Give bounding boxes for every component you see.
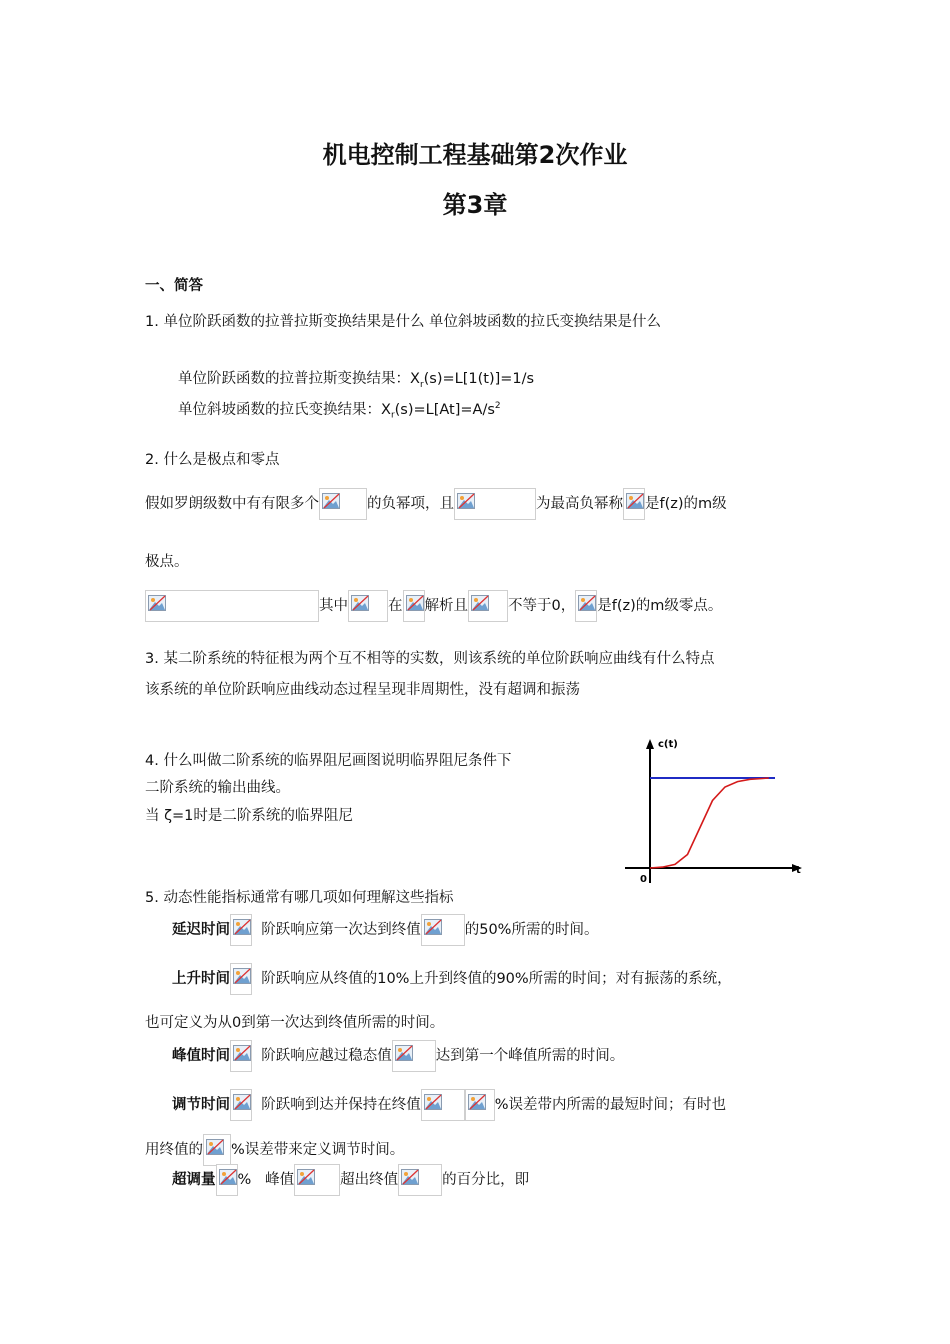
formula-image bbox=[203, 1134, 231, 1166]
settling-time-continued: 用终值的 %误差带来定义调节时间。 bbox=[145, 1134, 404, 1166]
formula-image bbox=[421, 1089, 465, 1121]
answer-1-line-2: 单位斜坡函数的拉氏变换结果：$X_r(s)=L[At]=A/s^2$ bbox=[178, 401, 501, 421]
formula-image bbox=[454, 488, 536, 520]
page-title: 机电控制工程基础第2次作业 bbox=[322, 141, 628, 169]
broken-image-icon bbox=[626, 493, 644, 509]
x-axis-label: t bbox=[796, 865, 801, 876]
question-4-line-2: 二阶系统的输出曲线。 bbox=[145, 780, 290, 796]
broken-image-icon bbox=[206, 1139, 224, 1155]
question-2: 2. 什么是极点和零点 bbox=[145, 452, 280, 468]
broken-image-icon bbox=[471, 595, 489, 611]
section-heading: 一、简答 bbox=[145, 278, 203, 294]
broken-image-icon bbox=[297, 1169, 315, 1185]
y-axis-label: c(t) bbox=[658, 739, 678, 750]
formula-image bbox=[216, 1164, 238, 1196]
question-3: 3. 某二阶系统的特征根为两个互不相等的实数，则该系统的单位阶跃响应曲线有什么特点 bbox=[145, 651, 715, 667]
rise-time-item: 上升时间 阶跃响应从终值的10%上升到终值的90%所需的时间；对有振荡的系统， bbox=[172, 963, 732, 995]
formula-image bbox=[230, 1040, 252, 1072]
broken-image-icon bbox=[233, 1045, 251, 1061]
broken-image-icon bbox=[233, 968, 251, 984]
answer-3: 该系统的单位阶跃响应曲线动态过程呈现非周期性，没有超调和振荡 bbox=[145, 682, 580, 698]
critical-damping-graph bbox=[620, 735, 810, 895]
broken-image-icon bbox=[406, 595, 424, 611]
formula-image bbox=[392, 1040, 436, 1072]
formula-image bbox=[230, 914, 252, 946]
formula-image bbox=[623, 488, 645, 520]
formula-image bbox=[230, 1089, 252, 1121]
y-axis-arrow bbox=[646, 739, 654, 749]
question-5: 5. 动态性能指标通常有哪几项如何理解这些指标 bbox=[145, 890, 454, 906]
formula-image bbox=[575, 590, 597, 622]
broken-image-icon bbox=[395, 1045, 413, 1061]
broken-image-icon bbox=[351, 595, 369, 611]
formula-image bbox=[145, 590, 319, 622]
broken-image-icon bbox=[322, 493, 340, 509]
broken-image-icon bbox=[219, 1169, 237, 1185]
formula-image bbox=[398, 1164, 442, 1196]
answer-2-line-2: 极点。 bbox=[145, 554, 189, 570]
settling-time-item: 调节时间 阶跃响到达并保持在终值 %误差带内所需的最短时间；有时也 bbox=[172, 1089, 726, 1121]
formula-image bbox=[421, 914, 465, 946]
broken-image-icon bbox=[148, 595, 166, 611]
broken-image-icon bbox=[401, 1169, 419, 1185]
chapter-title: 第3章 bbox=[442, 191, 508, 219]
answer-2-line-1: 假如罗朗级数中有有限多个 的负幂项，且 为最高负幂称 是f(z)的m级 bbox=[145, 488, 727, 520]
question-1: 1. 单位阶跃函数的拉普拉斯变换结果是什么 单位斜坡函数的拉氏变换结果是什么 bbox=[145, 314, 662, 330]
overshoot-item: 超调量 % 峰值 超出终值 的百分比，即 bbox=[172, 1164, 529, 1196]
formula-image bbox=[294, 1164, 340, 1196]
rise-time-continued: 也可定义为从0到第一次达到终值所需的时间。 bbox=[145, 1015, 445, 1031]
formula-image bbox=[348, 590, 388, 622]
formula-image bbox=[319, 488, 367, 520]
formula-image bbox=[465, 1089, 495, 1121]
answer-4: 当 ζ=1时是二阶系统的临界阻尼 bbox=[145, 808, 353, 824]
answer-1-line-1: 单位阶跃函数的拉普拉斯变换结果：$X_r(s)=L[1(t)]=1/s$ bbox=[178, 371, 535, 390]
origin-label: 0 bbox=[640, 874, 647, 885]
step-response-curve bbox=[650, 778, 769, 868]
delay-time-item: 延迟时间 阶跃响应第一次达到终值 的50%所需的时间。 bbox=[172, 914, 598, 946]
broken-image-icon bbox=[233, 1094, 251, 1110]
broken-image-icon bbox=[233, 919, 251, 935]
broken-image-icon bbox=[468, 1094, 486, 1110]
formula-image bbox=[403, 590, 425, 622]
answer-2-line-3: 其中 在 解析且 不等于0， 是f(z)的m级零点。 bbox=[145, 590, 722, 622]
broken-image-icon bbox=[424, 1094, 442, 1110]
formula-image bbox=[468, 590, 508, 622]
broken-image-icon bbox=[578, 595, 596, 611]
broken-image-icon bbox=[424, 919, 442, 935]
peak-time-item: 峰值时间 阶跃响应越过稳态值 达到第一个峰值所需的时间。 bbox=[172, 1040, 624, 1072]
question-4-line-1: 4. 什么叫做二阶系统的临界阻尼画图说明临界阻尼条件下 bbox=[145, 753, 512, 769]
broken-image-icon bbox=[457, 493, 475, 509]
formula-image bbox=[230, 963, 252, 995]
